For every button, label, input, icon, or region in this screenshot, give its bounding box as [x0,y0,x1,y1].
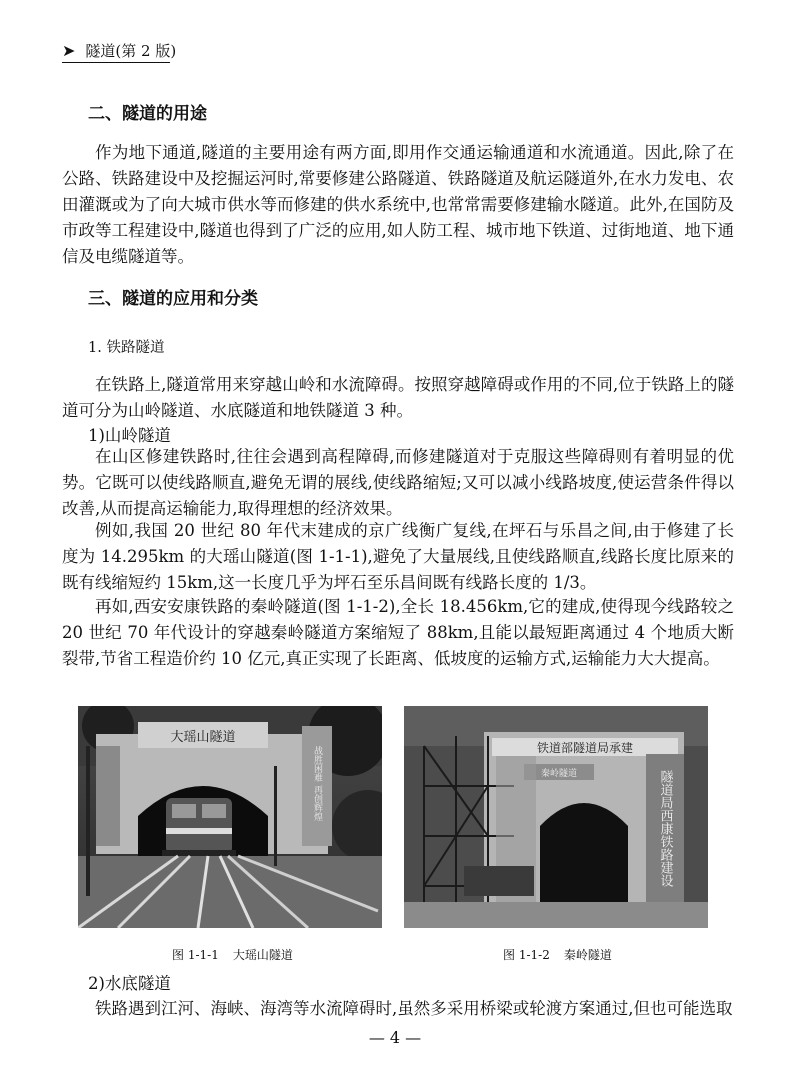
sign-text: 铁道部隧道局承建 [536,741,634,755]
header-rule [62,62,170,63]
page-number: — 4 — [368,1028,422,1047]
book-title: 隧道(第 2 版) [85,42,177,60]
figure-title: 秦岭隧道 [563,948,612,962]
paragraph-underwater-1: 铁路遇到江河、海峡、海湾等水流障碍时,虽然多采用桥梁或轮渡方案通过,但也可能选取 [95,999,733,1018]
paragraph-mountain-2: 例如,我国 20 世纪 80 年代末建成的京广线衡广复线,在坪石与乐昌之间,由于修建了长度为 14.295km 的大瑶山隧道(图 1-1-1),避免了大量展线,且使线路顺直,线路长度比原来的既有线缩短约 15km,这一长度几乎为坪石至乐昌间既有线路长度的 1/3。 [62,521,734,592]
side-banner-text: 隧道局西康铁路建设 [657,770,673,887]
figure-qinling-tunnel-photo [404,706,708,928]
figure-number: 图 1-1-2 [503,948,550,962]
side-banner-text: 战胜困难 再创辉煌 [312,746,322,821]
figure-dayaoshan-tunnel-photo [78,706,382,928]
item-heading-underwater: 2)水底隧道 [88,974,171,993]
paragraph-mountain-3: 再如,西安安康铁路的秦岭隧道(图 1-1-2),全长 18.456km,它的建成,使得现今线路较之 20 世纪 70 年代设计的穿越秦岭隧道方案缩短了 88km,且能以最短距离通过 4 个地质大断裂带,节省工程造价约 10 亿元,真正实现了长距离、低坡度的运输方式,运输能力大大提高。 [62,597,734,668]
paragraph-railway-intro: 在铁路上,隧道常用来穿越山岭和水流障碍。按照穿越障碍或作用的不同,位于铁路上的隧道可分为山岭隧道、水底隧道和地铁隧道 3 种。 [62,375,734,420]
sign-text: 大瑶山隧道 [170,730,236,745]
section-heading-applications: 三、隧道的应用和分类 [88,289,258,309]
paragraph-usage: 作为地下通道,隧道的主要用途有两方面,即用作交通运输通道和水流通道。因此,除了在公路、铁路建设中及挖掘运河时,常要修建公路隧道、铁路隧道及航运隧道外,在水力发电、农田灌溉或为了向大城市供水等而修建的供水系统中,也常常需要修建输水隧道。此外,在国防及市政等工程建设中,隧道也得到了广泛的应用,如人防工程、城市地下铁道、过街地道、地下通信及电缆隧道等。 [62,143,734,266]
item-heading-mountain: 1)山岭隧道 [88,426,171,445]
figure-caption-qinling [503,946,612,963]
paragraph-mountain-1: 在山区修建铁路时,往往会遇到高程障碍,而修建隧道对于克服这些障碍则有着明显的优势。它既可以使线路顺直,避免无谓的展线,使线路缩短;又可以减小线路坡度,使运营条件得以改善,从而提高运输能力,取得理想的经济效果。 [62,447,734,518]
figure-title: 大瑶山隧道 [232,948,293,962]
portal-name: 秦岭隧道 [540,769,578,779]
running-header [62,40,176,61]
figure-number: 图 1-1-1 [172,948,219,962]
arrow-right-icon: ➤ [62,41,76,60]
figure-caption-dayaoshan [172,946,293,963]
section-heading-usage: 二、隧道的用途 [88,104,207,124]
subsection-heading-railway: 1. 铁路隧道 [88,340,165,356]
